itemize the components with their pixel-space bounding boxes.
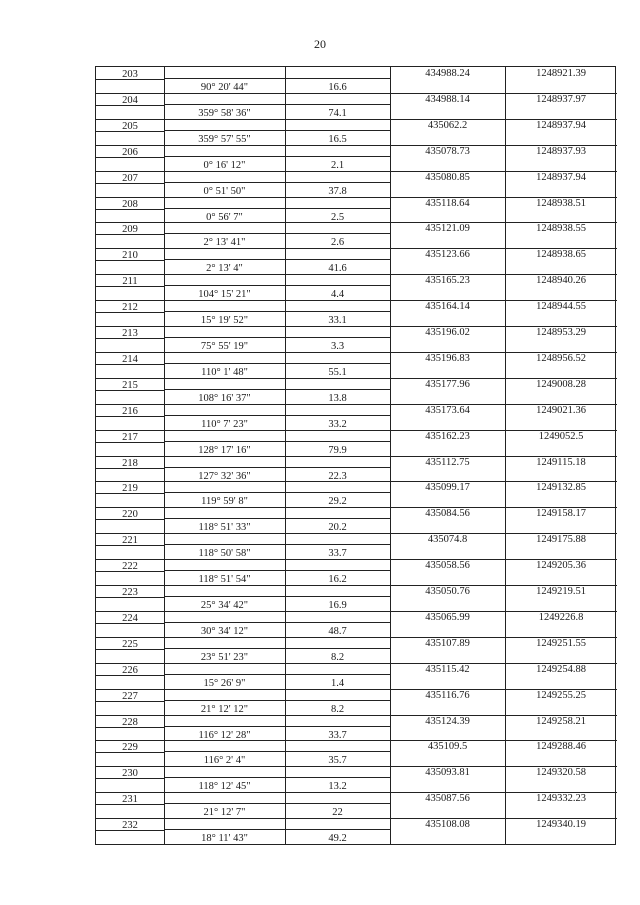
coordinate-x: 435123.66 (425, 249, 470, 261)
segment-separator (164, 130, 390, 131)
segment-separator (164, 389, 390, 390)
segment-length: 22 (332, 807, 343, 819)
coordinate-y: 1249175.88 (536, 534, 586, 546)
coordinate-y: 1248940.26 (536, 275, 586, 287)
point-number: 229 (122, 742, 138, 754)
coordinate-x: 435050.76 (425, 586, 470, 597)
coordinate-y: 1249340.19 (536, 819, 586, 831)
point-number: 219 (122, 483, 138, 495)
segment-length: 16.2 (328, 574, 347, 586)
segment-length: 8.2 (330, 651, 345, 663)
direction-angle: 21° 12' 12" (200, 703, 249, 715)
segment-length: 8.2 (330, 703, 345, 715)
segment-separator (164, 441, 390, 442)
direction-angle: 118° 51' 33" (198, 522, 251, 534)
coordinate-x: 435121.09 (425, 223, 470, 235)
segment-length: 16.9 (328, 600, 347, 611)
segment-separator (164, 777, 390, 778)
segment-separator (164, 596, 390, 597)
segment-separator (164, 829, 390, 830)
coordinate-y: 1249320.58 (536, 767, 586, 779)
direction-angle: 118° 50' 58" (198, 548, 251, 560)
coordinate-x: 435196.02 (425, 327, 470, 338)
segment-separator (164, 337, 390, 338)
direction-angle: 110° 7' 23" (201, 418, 248, 430)
segment-length: 55.1 (328, 366, 347, 378)
direction-angle: 110° 1' 48" (201, 366, 248, 378)
point-number: 212 (122, 302, 138, 314)
coordinate-x: 435108.08 (425, 819, 470, 831)
coordinate-x: 435084.56 (425, 508, 470, 520)
direction-angle: 118° 12' 45" (198, 781, 251, 793)
segment-separator (164, 726, 390, 727)
segment-length: 74.1 (328, 107, 347, 119)
point-number: 214 (122, 353, 138, 365)
coordinate-x: 434988.24 (425, 68, 470, 79)
direction-angle: 127° 32' 36" (198, 470, 251, 482)
direction-angle: 108° 16' 37" (198, 392, 251, 404)
direction-angle: 75° 55' 19" (200, 341, 249, 352)
point-number: 211 (122, 276, 138, 288)
coordinate-x: 435116.76 (425, 689, 470, 701)
direction-angle: 116° 12' 28" (198, 729, 251, 741)
segment-separator (164, 674, 390, 675)
segment-separator (164, 570, 390, 571)
coordinate-y: 1248937.93 (536, 145, 586, 157)
coordinate-y: 1249255.25 (536, 689, 586, 701)
point-number: 227 (122, 690, 138, 702)
segment-length: 41.6 (328, 263, 347, 275)
direction-angle: 104° 15' 21" (198, 289, 251, 301)
segment-length: 2.5 (330, 211, 345, 223)
segment-separator (164, 518, 390, 519)
coordinate-x: 435087.56 (425, 793, 470, 805)
coordinate-x: 435080.85 (425, 171, 470, 183)
coordinate-x: 434988.14 (425, 93, 470, 105)
point-number: 210 (122, 250, 138, 262)
coordinate-x: 435093.81 (425, 767, 470, 779)
coordinate-x: 435107.89 (425, 637, 470, 649)
point-number: 225 (122, 638, 138, 650)
segment-separator (164, 311, 390, 312)
segment-length: 33.7 (328, 729, 347, 741)
segment-length: 33.2 (328, 418, 347, 430)
direction-angle: 2° 13' 4" (206, 263, 243, 275)
coordinate-x: 435177.96 (425, 378, 470, 390)
point-number: 224 (122, 612, 138, 624)
point-number: 226 (122, 664, 138, 676)
page-number: 20 (314, 37, 326, 51)
point-number: 230 (122, 768, 138, 780)
point-number: 206 (122, 146, 138, 158)
segment-length: 16.5 (328, 133, 347, 145)
direction-angle: 359° 58' 36" (198, 107, 251, 119)
point-number: 223 (122, 587, 138, 598)
segment-separator (164, 182, 390, 183)
point-number: 215 (122, 379, 138, 391)
direction-angle: 21° 12' 7" (203, 807, 246, 819)
segment-separator (164, 415, 390, 416)
direction-angle: 359° 57' 55" (198, 133, 251, 145)
coordinate-y: 1249052.5 (538, 430, 584, 442)
segment-length: 3.3 (330, 341, 345, 352)
segment-length: 35.7 (328, 755, 347, 767)
coordinate-x: 435112.75 (425, 456, 470, 468)
segment-length: 48.7 (328, 625, 347, 637)
point-number: 208 (122, 198, 138, 210)
direction-angle: 2° 13' 41" (203, 237, 246, 249)
coordinate-y: 1249288.46 (536, 741, 586, 753)
segment-length: 13.8 (328, 392, 347, 404)
coordinate-y: 1248937.97 (536, 93, 586, 105)
coordinate-y: 1249008.28 (536, 378, 586, 390)
coordinates-table (95, 66, 616, 845)
segment-length: 1.4 (330, 677, 345, 689)
point-number: 231 (122, 794, 138, 806)
coordinate-x: 435173.64 (425, 404, 470, 416)
coordinate-x: 435065.99 (425, 611, 470, 623)
direction-angle: 0° 56' 7" (206, 211, 243, 223)
direction-angle: 0° 16' 12" (203, 159, 246, 171)
direction-angle: 23° 51' 23" (200, 651, 249, 663)
coordinate-y: 1249158.17 (536, 508, 586, 520)
coordinate-x: 435162.23 (425, 430, 470, 442)
direction-angle: 116° 2' 4" (203, 755, 246, 767)
segment-separator (164, 363, 390, 364)
point-number: 207 (122, 172, 138, 184)
segment-separator (164, 648, 390, 649)
coordinate-y: 1249115.18 (536, 456, 586, 468)
segment-length: 37.8 (328, 185, 347, 197)
segment-separator (164, 78, 390, 79)
coordinate-x: 435164.14 (425, 301, 470, 313)
coordinate-y: 1248938.55 (536, 223, 586, 235)
segment-length: 79.9 (328, 444, 347, 456)
coordinate-y: 1248938.65 (536, 249, 586, 261)
coordinate-y: 1248937.94 (536, 119, 586, 131)
segment-length: 20.2 (328, 522, 347, 534)
direction-angle: 90° 20' 44" (200, 82, 249, 93)
point-number: 205 (122, 120, 138, 132)
coordinate-y: 1248938.51 (536, 197, 586, 209)
segment-separator (164, 622, 390, 623)
segment-separator (164, 233, 390, 234)
coordinate-y: 1249254.88 (536, 663, 586, 675)
segment-length: 33.1 (328, 315, 347, 327)
point-number: 228 (122, 716, 138, 728)
point-number: 203 (122, 69, 138, 80)
point-number: 222 (122, 561, 138, 573)
segment-separator (164, 492, 390, 493)
direction-angle: 0° 51' 50" (203, 185, 246, 197)
point-number: 220 (122, 509, 138, 521)
coordinate-y: 1249258.21 (536, 715, 586, 727)
segment-length: 16.6 (328, 82, 347, 93)
segment-separator (164, 285, 390, 286)
coordinate-y: 1249132.85 (536, 482, 586, 494)
segment-length: 13.2 (328, 781, 347, 793)
coordinate-y: 1249021.36 (536, 404, 586, 416)
coordinate-y: 1249251.55 (536, 637, 586, 649)
coordinate-y: 1248953.29 (536, 327, 586, 338)
segment-length: 49.2 (328, 833, 347, 845)
segment-length: 33.7 (328, 548, 347, 560)
point-number: 221 (122, 535, 138, 547)
point-number: 232 (122, 820, 138, 832)
segment-separator (164, 259, 390, 260)
coordinate-x: 435109.5 (427, 741, 468, 753)
coordinate-y: 1248944.55 (536, 301, 586, 313)
coordinate-y: 1248956.52 (536, 352, 586, 364)
point-number: 217 (122, 431, 138, 443)
coordinate-x: 435115.42 (425, 663, 470, 675)
point-number: 209 (122, 224, 138, 236)
direction-angle: 119° 59' 8" (201, 496, 248, 508)
coordinate-y: 1248937.94 (536, 171, 586, 183)
point-number: 213 (122, 328, 138, 339)
coordinate-y: 1249226.8 (538, 611, 584, 623)
coordinate-x: 435118.64 (425, 197, 470, 209)
segment-separator (164, 544, 390, 545)
segment-separator (164, 104, 390, 105)
direction-angle: 15° 26' 9" (203, 677, 246, 689)
segment-separator (164, 467, 390, 468)
coordinate-y: 1249205.36 (536, 560, 586, 572)
direction-angle: 18° 11' 43" (201, 833, 248, 845)
segment-separator (164, 700, 390, 701)
segment-length: 4.4 (330, 289, 345, 301)
segment-length: 2.1 (330, 159, 345, 171)
direction-angle: 128° 17' 16" (198, 444, 251, 456)
segment-separator (164, 208, 390, 209)
coordinate-x: 435196.83 (425, 352, 470, 364)
coordinate-y: 1249332.23 (536, 793, 586, 805)
direction-angle: 15° 19' 52" (200, 315, 249, 327)
direction-angle: 118° 51' 54" (198, 574, 251, 586)
point-number: 204 (122, 94, 138, 106)
segment-separator (164, 803, 390, 804)
coordinate-x: 435062.2 (427, 119, 468, 131)
segment-separator (164, 156, 390, 157)
point-number: 218 (122, 457, 138, 469)
coordinate-x: 435074.8 (427, 534, 468, 546)
coordinate-x: 435078.73 (425, 145, 470, 157)
coordinate-y: 1248921.39 (536, 68, 586, 79)
segment-length: 2.6 (330, 237, 345, 249)
coordinate-x: 435058.56 (425, 560, 470, 572)
coordinate-x: 435124.39 (425, 715, 470, 727)
coordinate-x: 435099.17 (425, 482, 470, 494)
coordinate-y: 1249219.51 (536, 586, 586, 597)
segment-length: 29.2 (328, 496, 347, 508)
point-number: 216 (122, 405, 138, 417)
segment-separator (164, 751, 390, 752)
coordinate-x: 435165.23 (425, 275, 470, 287)
direction-angle: 30° 34' 12" (200, 625, 249, 637)
segment-length: 22.3 (328, 470, 347, 482)
direction-angle: 25° 34' 42" (200, 600, 249, 611)
